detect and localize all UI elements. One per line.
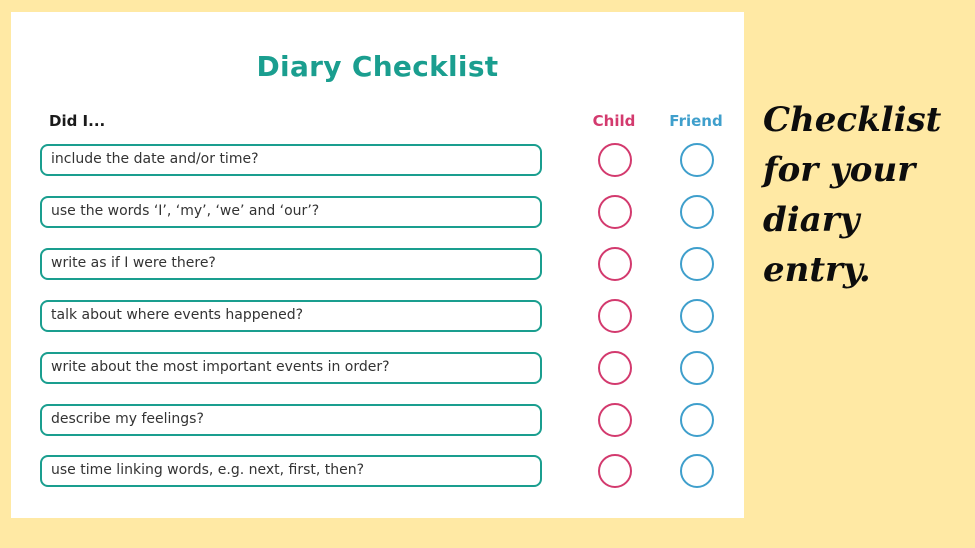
checklist-item-text: use time linking words, e.g. next, first, then? [51,462,365,478]
side-caption-line: for your [763,150,916,190]
side-caption-line: Checklist [763,100,942,140]
checklist-item-box [40,196,542,228]
checklist-card [11,12,744,518]
child-check-circle[interactable] [598,195,632,229]
page-title: Diary Checklist [256,50,499,83]
checklist-row [11,455,744,487]
child-check-circle[interactable] [598,351,632,385]
checklist-item-text: talk about where events happened? [51,307,304,323]
friend-check-circle[interactable] [680,351,714,385]
checklist-item-box [40,144,542,176]
question-lead: Did I... [49,112,106,130]
checklist-item-box [40,352,542,384]
friend-check-circle[interactable] [680,247,714,281]
checklist-item-text: use the words ‘I’, ‘my’, ‘we’ and ‘our’? [51,203,320,219]
checklist-row [11,300,744,332]
column-header-child: Child [592,112,636,130]
side-caption-line: entry. [763,250,871,290]
checklist-item-text: describe my feelings? [51,411,204,427]
checklist-rows [11,12,744,518]
child-check-circle[interactable] [598,247,632,281]
side-caption-line: diary [763,200,860,240]
checklist-item-box [40,248,542,280]
checklist-row [11,248,744,280]
checklist-item-box [40,404,542,436]
friend-check-circle[interactable] [680,143,714,177]
friend-check-circle[interactable] [680,299,714,333]
child-check-circle[interactable] [598,403,632,437]
checklist-item-text: write as if I were there? [51,255,216,271]
child-check-circle[interactable] [598,143,632,177]
friend-check-circle[interactable] [680,195,714,229]
side-caption [763,95,968,295]
checklist-item-box [40,300,542,332]
column-header-friend: Friend [669,112,723,130]
child-check-circle[interactable] [598,454,632,488]
checklist-item-text: write about the most important events in order? [51,359,390,375]
friend-check-circle[interactable] [680,403,714,437]
checklist-item-text: include the date and/or time? [51,151,259,167]
checklist-row [11,404,744,436]
checklist-item-box [40,455,542,487]
checklist-row [11,352,744,384]
friend-check-circle[interactable] [680,454,714,488]
child-check-circle[interactable] [598,299,632,333]
checklist-row [11,196,744,228]
checklist-row [11,144,744,176]
